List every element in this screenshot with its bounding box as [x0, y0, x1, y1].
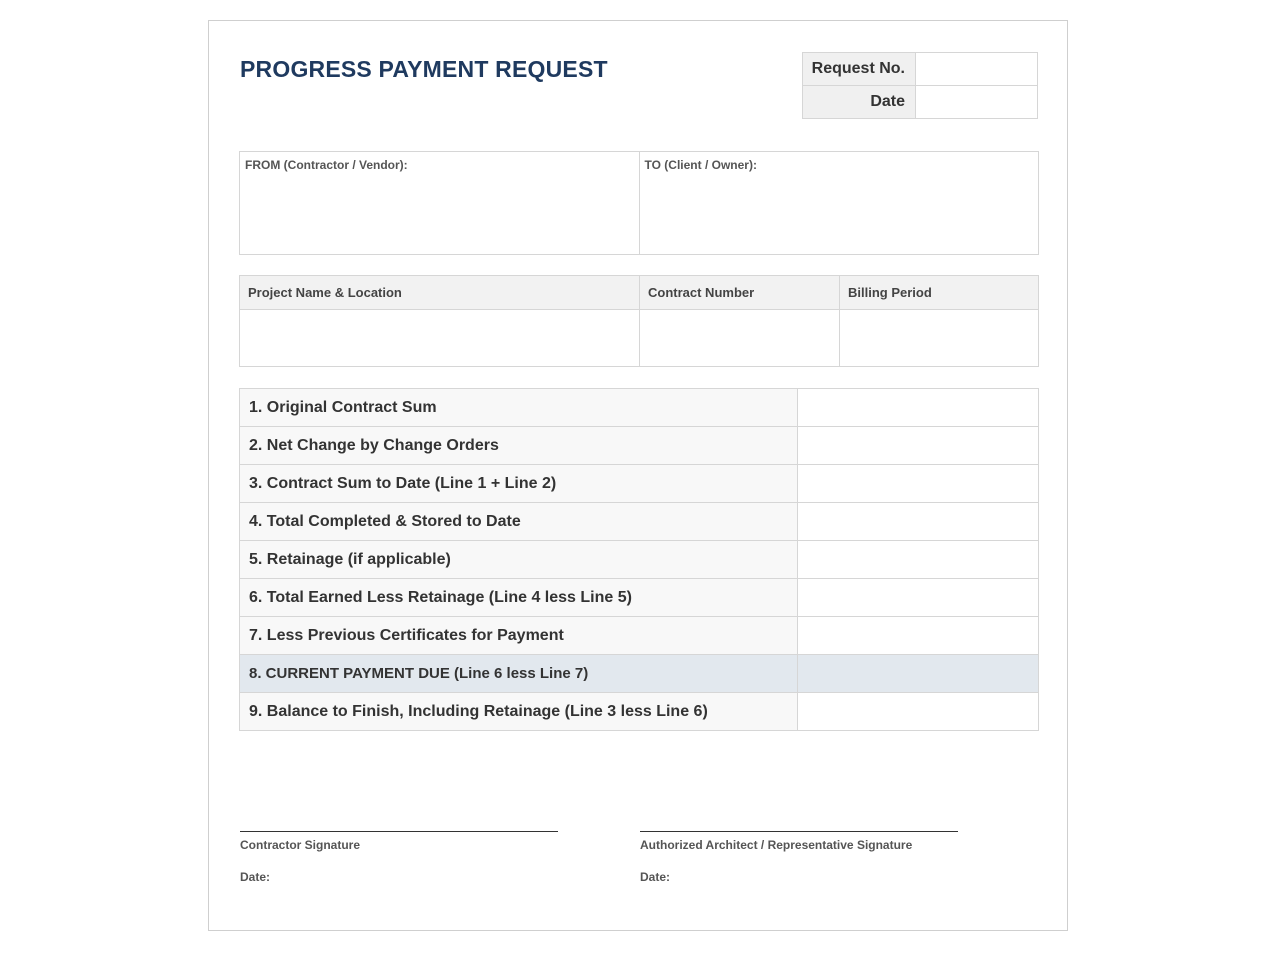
architect-signature-label: Authorized Architect / Representative Signature: [640, 838, 913, 852]
summary-line-label: 3. Contract Sum to Date (Line 1 + Line 2): [240, 465, 798, 503]
architect-signature-line[interactable]: [640, 831, 958, 832]
summary-line-label: 4. Total Completed & Stored to Date: [240, 503, 798, 541]
contractor-signature-label: Contractor Signature: [240, 838, 361, 852]
payment-summary-table: [239, 388, 1039, 731]
summary-line-label: 7. Less Previous Certificates for Payment: [240, 617, 798, 655]
architect-date-label: Date:: [640, 870, 671, 884]
summary-line-label: 2. Net Change by Change Orders: [240, 427, 798, 465]
summary-line-amount[interactable]: [798, 617, 1039, 655]
summary-line-amount[interactable]: [798, 389, 1039, 427]
to-field[interactable]: [639, 152, 1039, 254]
summary-row: [240, 579, 1039, 617]
request-number-label: Request No.: [803, 53, 916, 86]
contractor-signature-line[interactable]: [240, 831, 558, 832]
contract-number-header: Contract Number: [640, 276, 840, 310]
project-info-table: [239, 275, 1039, 367]
summary-row: [240, 503, 1039, 541]
summary-line-label: 9. Balance to Finish, Including Retainage (Line 3 less Line 6): [240, 693, 798, 731]
summary-row: [240, 541, 1039, 579]
request-date-field[interactable]: [916, 86, 1038, 119]
summary-line-label: 1. Original Contract Sum: [240, 389, 798, 427]
request-info-table: [802, 52, 1038, 119]
summary-row: [240, 427, 1039, 465]
current-payment-due-row: [240, 655, 1039, 693]
to-label: TO (Client / Owner):: [644, 158, 757, 172]
summary-line-amount[interactable]: [798, 503, 1039, 541]
billing-period-header: Billing Period: [840, 276, 1039, 310]
summary-row: [240, 389, 1039, 427]
parties-block: [239, 151, 1039, 255]
contract-number-field[interactable]: [640, 310, 840, 367]
current-payment-due-label: 8. CURRENT PAYMENT DUE (Line 6 less Line 7): [240, 655, 798, 693]
architect-signature-block: [640, 831, 958, 884]
request-date-label: Date: [803, 86, 916, 119]
summary-line-amount[interactable]: [798, 465, 1039, 503]
summary-row: [240, 465, 1039, 503]
from-field[interactable]: [240, 152, 639, 254]
payment-request-form: [208, 20, 1068, 931]
request-number-field[interactable]: [916, 53, 1038, 86]
summary-line-amount[interactable]: [798, 693, 1039, 731]
request-date-row: [803, 86, 1038, 119]
current-payment-due-amount[interactable]: [798, 655, 1039, 693]
project-header-row: [240, 276, 1039, 310]
summary-line-amount[interactable]: [798, 541, 1039, 579]
project-value-row: [240, 310, 1039, 367]
page-title: PROGRESS PAYMENT REQUEST: [240, 56, 608, 82]
summary-line-amount[interactable]: [798, 579, 1039, 617]
project-name-field[interactable]: [240, 310, 640, 367]
request-number-row: [803, 53, 1038, 86]
billing-period-field[interactable]: [840, 310, 1039, 367]
contractor-date-label: Date:: [240, 870, 271, 884]
summary-row: [240, 693, 1039, 731]
project-name-header: Project Name & Location: [240, 276, 640, 310]
contractor-signature-block: [240, 831, 558, 884]
summary-row: [240, 617, 1039, 655]
summary-line-label: 5. Retainage (if applicable): [240, 541, 798, 579]
from-label: FROM (Contractor / Vendor):: [245, 158, 408, 172]
summary-line-label: 6. Total Earned Less Retainage (Line 4 less Line 5): [240, 579, 798, 617]
summary-line-amount[interactable]: [798, 427, 1039, 465]
